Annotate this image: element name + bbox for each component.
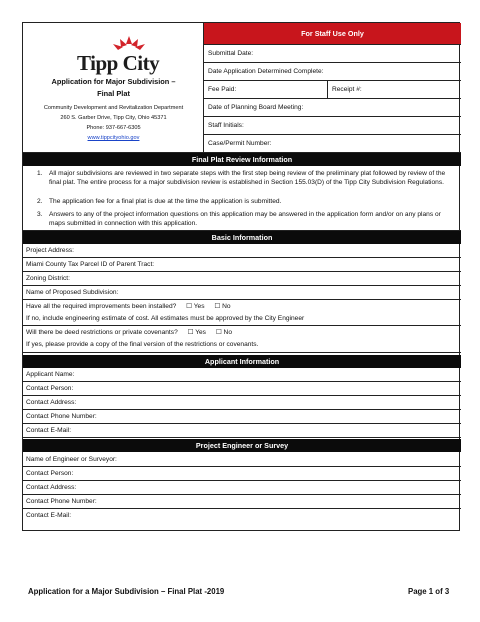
fee-receipt-row xyxy=(204,81,461,99)
applicant-contact-address-field[interactable]: Contact Address: xyxy=(23,396,461,410)
form-title-line-1: Application for Major Subdivision – xyxy=(51,77,176,86)
board-meeting-field[interactable]: Date of Planning Board Meeting: xyxy=(204,99,461,117)
review-item-number: 3. xyxy=(37,211,43,218)
improvements-question xyxy=(23,300,461,326)
page-number: Page 1 of 3 xyxy=(408,587,450,596)
review-item xyxy=(37,169,447,187)
footer-title: Application for a Major Subdivision – Final Plat -2019 xyxy=(28,587,225,596)
review-item-number: 2. xyxy=(37,198,43,205)
receipt-number-field[interactable]: Receipt #: xyxy=(332,86,362,93)
review-item xyxy=(37,197,447,206)
review-instructions xyxy=(23,166,461,231)
logo-wordmark: Tipp City xyxy=(77,51,160,75)
fee-paid-field[interactable]: Fee Paid: xyxy=(204,81,328,99)
form-title xyxy=(23,76,204,100)
department-address: 260 S. Garber Drive, Tipp City, Ohio 45371 xyxy=(60,115,167,121)
review-item-text: Answers to any of the project information questions on this application may be answered in the application form and/or on any plans or maps submitted in connection with this application. xyxy=(49,211,441,227)
covenants-question xyxy=(23,326,461,353)
form-title-line-2: Final Plat xyxy=(97,89,130,98)
review-item-number: 1. xyxy=(37,170,43,177)
case-number-field[interactable]: Case/Permit Number: xyxy=(208,140,272,147)
covenants-no-checkbox[interactable]: ☐ No xyxy=(215,329,232,336)
parcel-id-field[interactable]: Miami County Tax Parcel ID of Parent Tract: xyxy=(23,258,461,272)
review-section-heading: Final Plat Review Information xyxy=(23,153,461,166)
basic-section-heading: Basic Information xyxy=(23,231,461,244)
review-item xyxy=(37,210,447,228)
applicant-contact-phone-field[interactable]: Contact Phone Number: xyxy=(23,410,461,424)
applicant-name-field[interactable]: Applicant Name: xyxy=(23,368,461,382)
review-item-text: The application fee for a final plat is due at the time the application is submitted. xyxy=(49,198,282,205)
department-name: Community Development and Revitalization Department xyxy=(43,105,184,111)
staff-use-block xyxy=(204,23,461,153)
application-form xyxy=(22,22,460,531)
applicant-section-heading: Applicant Information xyxy=(23,355,461,368)
applicant-contact-person-field[interactable]: Contact Person: xyxy=(23,382,461,396)
covenants-note: If yes, please provide a copy of the final version of the restrictions or covenants. xyxy=(26,341,259,348)
staff-initials-field[interactable]: Staff Initials: xyxy=(204,117,461,135)
engineer-contact-email-field[interactable]: Contact E-Mail: xyxy=(26,512,72,519)
department-phone: Phone: 937-667-6305 xyxy=(86,125,141,131)
improvements-label: Have all the required improvements been installed? xyxy=(26,303,177,310)
department-contact xyxy=(23,103,204,143)
engineer-name-field[interactable]: Name of Engineer or Surveyor: xyxy=(23,453,461,467)
subdivision-name-field[interactable]: Name of Proposed Subdivision: xyxy=(23,286,461,300)
improvements-yes-checkbox[interactable]: ☐ Yes xyxy=(186,303,205,310)
engineer-section-heading: Project Engineer or Survey xyxy=(23,439,461,452)
covenants-label: Will there be deed restrictions or private covenants? xyxy=(26,329,178,336)
improvements-note: If no, include engineering estimate of cost. All estimates must be approved by the City Engineer xyxy=(26,315,305,322)
applicant-contact-email-field[interactable]: Contact E-Mail: xyxy=(23,424,461,438)
project-address-field[interactable]: Project Address: xyxy=(23,244,461,258)
staff-use-banner: For Staff Use Only xyxy=(204,23,461,45)
covenants-yes-checkbox[interactable]: ☐ Yes xyxy=(187,329,206,336)
engineer-contact-person-field[interactable]: Contact Person: xyxy=(23,467,461,481)
city-logo xyxy=(67,33,167,79)
submittal-date-field[interactable]: Submittal Date: xyxy=(204,45,461,63)
agency-block xyxy=(23,23,204,153)
engineer-contact-phone-field[interactable]: Contact Phone Number: xyxy=(23,495,461,509)
form-header xyxy=(23,23,461,153)
zoning-district-field[interactable]: Zoning District: xyxy=(23,272,461,286)
review-item-text: All major subdivisions are reviewed in two separate steps with the first step being review of the preliminary plat followed by review of the final plat. The entire process for a major subdivision review is established in Section 155.03(D) of the Tipp City Subdivision Regulations. xyxy=(49,170,446,186)
date-complete-field[interactable]: Date Application Determined Complete: xyxy=(204,63,461,81)
engineer-contact-address-field[interactable]: Contact Address: xyxy=(23,481,461,495)
improvements-no-checkbox[interactable]: ☐ No xyxy=(214,303,231,310)
website-link[interactable]: www.tippcityohio.gov xyxy=(87,135,140,141)
